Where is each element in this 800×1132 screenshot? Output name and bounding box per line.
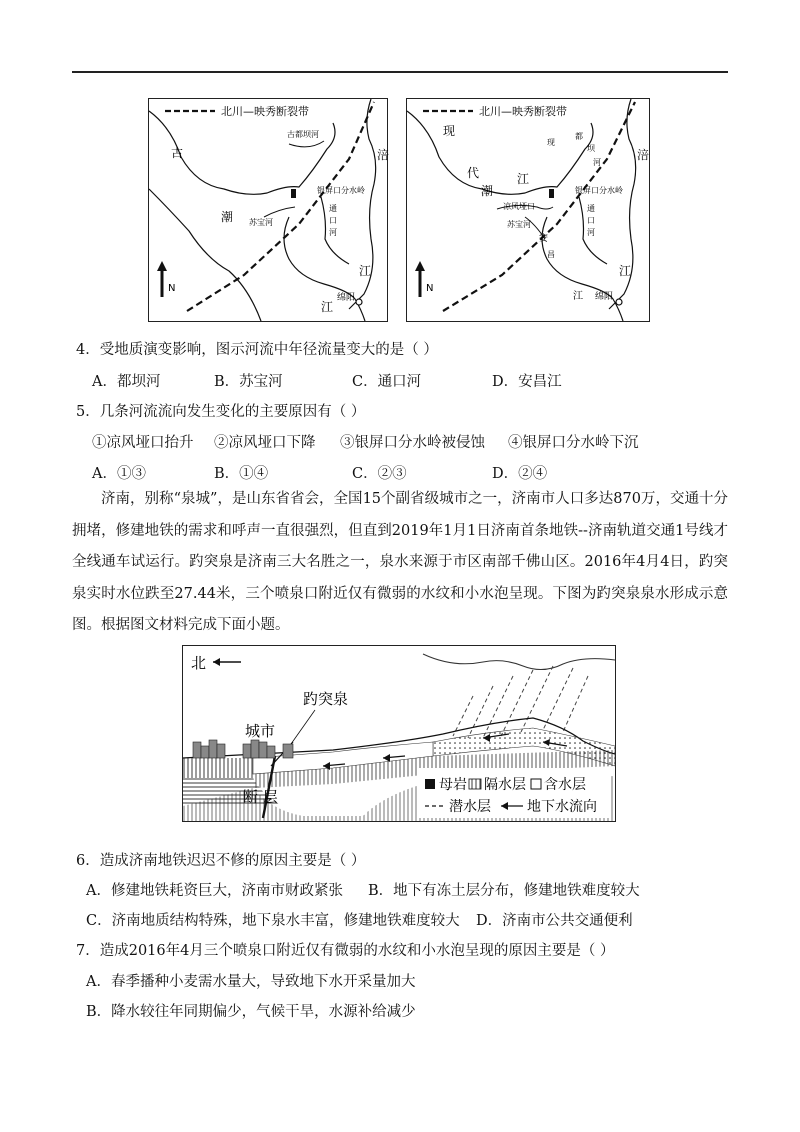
- map-right-tongkou-1: 通: [587, 204, 595, 213]
- legend-aquifer: 含水层: [544, 777, 586, 793]
- q6-stem: 6．造成济南地铁迟迟不修的原因主要是（ ）: [76, 853, 366, 869]
- map-right-duba-1: 都: [575, 132, 583, 141]
- map-right-jiang1: 江: [517, 172, 530, 186]
- q6-option-a: A．修建地铁耗资巨大，济南市财政紧张: [86, 883, 343, 899]
- map-left-subao: 苏宝河: [249, 218, 273, 227]
- map-left-yinping: 银屏口分水岭: [317, 186, 365, 195]
- q5-option-a: A．①③: [92, 466, 146, 482]
- q5-option-b: B．①④: [214, 466, 269, 482]
- diagram-city-label: 城市: [245, 722, 276, 740]
- q5-item-3: ③银屏口分水岭被侵蚀: [340, 435, 485, 451]
- map-left-tongkou-2: 口: [329, 216, 337, 225]
- map-left-mianyang: 绵阳: [337, 293, 356, 303]
- map-right-jiang2: 江: [573, 291, 583, 302]
- map-left-gu2: 潮: [221, 210, 234, 224]
- map-left: [148, 98, 388, 322]
- map-left-tongkou-3: 河: [329, 228, 337, 237]
- map-right: [406, 98, 650, 322]
- map-right-figure: [407, 99, 649, 321]
- map-right-xian: 现: [443, 124, 456, 138]
- map-right-north: N: [426, 283, 434, 294]
- map-right-tongkou-2: 口: [587, 216, 595, 225]
- map-right-anchang-2: 昌: [547, 250, 555, 259]
- top-rule: [72, 71, 728, 73]
- map-right-mianyang: 绵阳: [595, 292, 614, 302]
- legend-bedrock: 母岩: [439, 777, 467, 793]
- diagram-spring-label: 趵突泉: [303, 690, 349, 708]
- diagram-north: 北: [191, 654, 207, 672]
- map-right-yinping: 银屏口分水岭: [575, 186, 623, 195]
- map-left-north: N: [168, 283, 176, 294]
- map-right-fu2: 江: [619, 264, 632, 278]
- map-left-dubahe: 古都坝河: [287, 130, 319, 139]
- map-right-xian2: 现: [547, 138, 555, 147]
- spring-diagram-figure: [183, 646, 615, 821]
- passage: 济南，别称“泉城”，是山东省省会，全国15个副省级城市之一，济南市人口多达870万，交通十分拥堵，修建地铁的需求和呼声一直很强烈，但直到2019年1月1日济南首条地铁--济南轨道交通1号线才全线通车试运行。趵突泉是济南三大名胜之一，泉水来源于市区南部千佛山区。2016年4月4日，趵突泉实时水位跌至27.44米，三个喷泉口附近仅有微弱的水纹和小水泡呈现。下图为趵突泉泉水形成示意图。根据图文材料完成下面小题。: [72, 491, 728, 633]
- q7-option-b: B．降水较往年同期偏少，气候干旱，水源补给减少: [86, 1004, 416, 1020]
- map-left-legend: 北川—映秀断裂带: [221, 105, 309, 118]
- q5-item-2: ②凉风垭口下降: [214, 435, 316, 451]
- q6-option-b: B．地下有冻土层分布，修建地铁难度较大: [368, 883, 640, 899]
- legend-phreatic: 潜水层: [449, 799, 491, 815]
- spring-diagram: [182, 645, 616, 822]
- q5-option-c: C．②③: [352, 466, 407, 482]
- diagram-fault-label: 断 层: [243, 788, 278, 806]
- map-left-fu2: 江: [359, 264, 372, 278]
- q5-stem: 5．几条河流流向发生变化的主要原因有（ ）: [76, 404, 366, 420]
- q5-item-1: ①凉风垭口抬升: [92, 435, 194, 451]
- q5-option-d: D．②④: [492, 466, 548, 482]
- map-right-duba-3: 河: [593, 158, 601, 167]
- q7-stem: 7．造成2016年4月三个喷泉口附近仅有微弱的水纹和小水泡呈现的原因主要是（ ）: [76, 943, 615, 959]
- map-right-dai: 代: [467, 166, 480, 180]
- map-right-anchang-1: 安: [539, 234, 549, 244]
- q4-option-a: A．都坝河: [92, 374, 161, 390]
- map-right-tongkou-3: 河: [587, 228, 595, 237]
- q4-option-b: B．苏宝河: [214, 374, 283, 390]
- map-left-tongkou-1: 通: [329, 204, 337, 213]
- q4-stem: 4．受地质演变影响，图示河流中年径流量变大的是（ ）: [76, 342, 438, 358]
- q6-option-d: D．济南市公共交通便利: [476, 913, 633, 929]
- map-left-figure: [149, 99, 390, 321]
- q4-option-d: D．安昌江: [492, 374, 562, 390]
- q6-option-c: C．济南地质结构特殊，地下泉水丰富，修建地铁难度较大: [86, 913, 460, 929]
- map-right-chao: 潮: [481, 184, 494, 198]
- map-left-gu1: 古: [171, 146, 184, 160]
- q7-option-a: A．春季播种小麦需水量大，导致地下水开采量加大: [86, 974, 416, 990]
- q4-option-c: C．通口河: [352, 374, 422, 390]
- legend-aquiclude: 隔水层: [484, 777, 526, 793]
- map-right-subao: 苏宝河: [507, 220, 531, 229]
- map-right-liangfeng: 凉风垭口: [503, 202, 535, 211]
- map-left-fu1: 涪: [377, 148, 390, 162]
- map-right-legend: 北川—映秀断裂带: [479, 105, 567, 118]
- map-left-jiang: 江: [321, 300, 334, 314]
- q5-item-4: ④银屏口分水岭下沉: [508, 435, 639, 451]
- map-right-duba-2: 坝: [587, 144, 595, 153]
- map-right-fu1: 涪: [637, 148, 650, 162]
- legend-flow: 地下水流向: [527, 799, 597, 815]
